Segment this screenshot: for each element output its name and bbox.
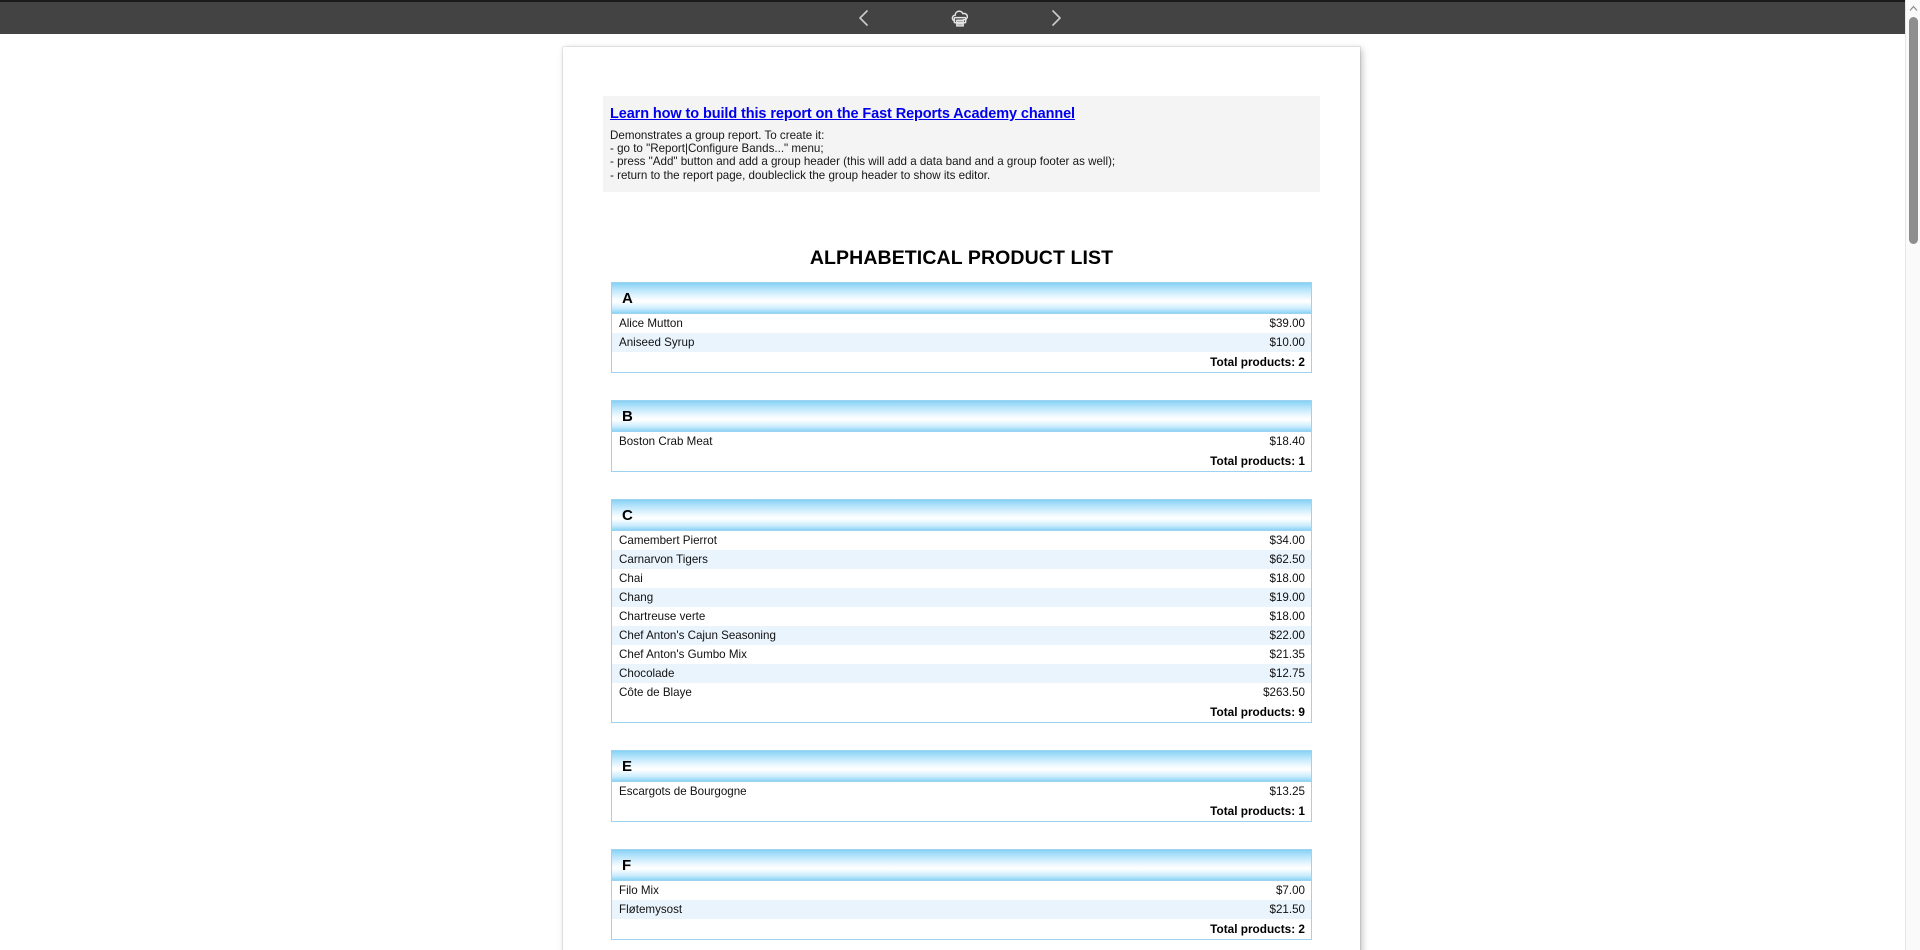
product-group (611, 750, 1312, 822)
product-price: $19.00 (1269, 591, 1305, 604)
product-price: $18.00 (1269, 610, 1305, 623)
product-group (611, 849, 1312, 940)
product-price: $21.50 (1269, 903, 1305, 916)
group-letter: E (622, 757, 633, 775)
product-name: Escargots de Bourgogne (619, 785, 747, 798)
product-row (612, 569, 1311, 588)
product-name: Alice Mutton (619, 317, 683, 330)
group-letter: B (622, 407, 633, 425)
product-price: $10.00 (1269, 336, 1305, 349)
description-line: Demonstrates a group report. To create it: (610, 129, 825, 142)
group-total: Total products: 2 (612, 352, 1311, 372)
report-description-block (603, 96, 1320, 192)
product-price: $34.00 (1269, 534, 1305, 547)
product-group (611, 282, 1312, 373)
group-total: Total products: 9 (612, 702, 1311, 722)
product-name: Fløtemysost (619, 903, 683, 916)
product-row (612, 626, 1311, 645)
group-letter: A (622, 289, 633, 307)
vertical-scrollbar[interactable] (1905, 0, 1920, 950)
product-price: $39.00 (1269, 317, 1305, 330)
product-price: $22.00 (1269, 629, 1305, 642)
group-letter: C (622, 506, 633, 524)
previous-page-button[interactable] (847, 3, 881, 33)
chevron-left-icon (854, 7, 874, 29)
product-row (612, 782, 1311, 801)
product-price: $18.40 (1269, 435, 1305, 448)
next-page-button[interactable] (1039, 3, 1073, 33)
viewer-toolbar (0, 0, 1920, 34)
product-price: $18.00 (1269, 572, 1305, 585)
product-row (612, 550, 1311, 569)
product-row (612, 900, 1311, 919)
group-header (612, 500, 1311, 531)
scroll-up-button[interactable] (1906, 0, 1920, 16)
product-price: $12.75 (1269, 667, 1305, 680)
product-row (612, 607, 1311, 626)
product-name: Carnarvon Tigers (619, 553, 708, 566)
group-header (612, 283, 1311, 314)
product-row (612, 432, 1311, 451)
caret-up-icon (1909, 5, 1918, 12)
product-name: Chartreuse verte (619, 610, 706, 623)
product-price: $7.00 (1275, 884, 1305, 897)
product-name: Camembert Pierrot (619, 534, 717, 547)
scrollbar-thumb[interactable] (1909, 17, 1918, 244)
product-group (611, 400, 1312, 472)
group-header (612, 850, 1311, 881)
product-row (612, 531, 1311, 550)
product-group (611, 499, 1312, 723)
product-price: $13.25 (1269, 785, 1305, 798)
product-row (612, 588, 1311, 607)
product-price: $62.50 (1269, 553, 1305, 566)
product-name: Filo Mix (619, 884, 659, 897)
product-row (612, 881, 1311, 900)
product-name: Côte de Blaye (619, 686, 692, 699)
chevron-right-icon (1046, 7, 1066, 29)
group-header (612, 751, 1311, 782)
product-name: Chai (619, 572, 643, 585)
product-row (612, 314, 1311, 333)
product-row (612, 645, 1311, 664)
report-title: ALPHABETICAL PRODUCT LIST (809, 247, 1114, 269)
group-total: Total products: 2 (612, 919, 1311, 939)
product-name: Boston Crab Meat (619, 435, 713, 448)
document-viewport[interactable] (0, 34, 1905, 950)
academy-channel-link[interactable]: Learn how to build this report on the Fast Reports Academy channel (610, 106, 1075, 122)
description-line: - go to "Report|Configure Bands..." menu; (610, 142, 824, 156)
product-row (612, 683, 1311, 702)
group-letter: F (622, 856, 632, 874)
product-name: Aniseed Syrup (619, 336, 695, 349)
product-name: Chef Anton's Cajun Seasoning (619, 629, 776, 642)
group-total: Total products: 1 (612, 451, 1311, 471)
report-page (563, 47, 1360, 950)
product-name: Chef Anton's Gumbo Mix (619, 648, 747, 661)
group-header (612, 401, 1311, 432)
product-name: Chocolade (619, 667, 675, 680)
product-name: Chang (619, 591, 654, 604)
cloud-print-icon (947, 6, 973, 30)
product-row (612, 333, 1311, 352)
product-price: $21.35 (1269, 648, 1305, 661)
product-price: $263.50 (1263, 686, 1305, 699)
group-total: Total products: 1 (612, 801, 1311, 821)
description-line: - press "Add" button and add a group header (this will add a data band and a group footer as well); (610, 155, 1116, 169)
cloud-print-button[interactable] (943, 3, 977, 33)
description-line: - return to the report page, doubleclick the group header to show its editor. (610, 168, 991, 182)
product-row (612, 664, 1311, 683)
